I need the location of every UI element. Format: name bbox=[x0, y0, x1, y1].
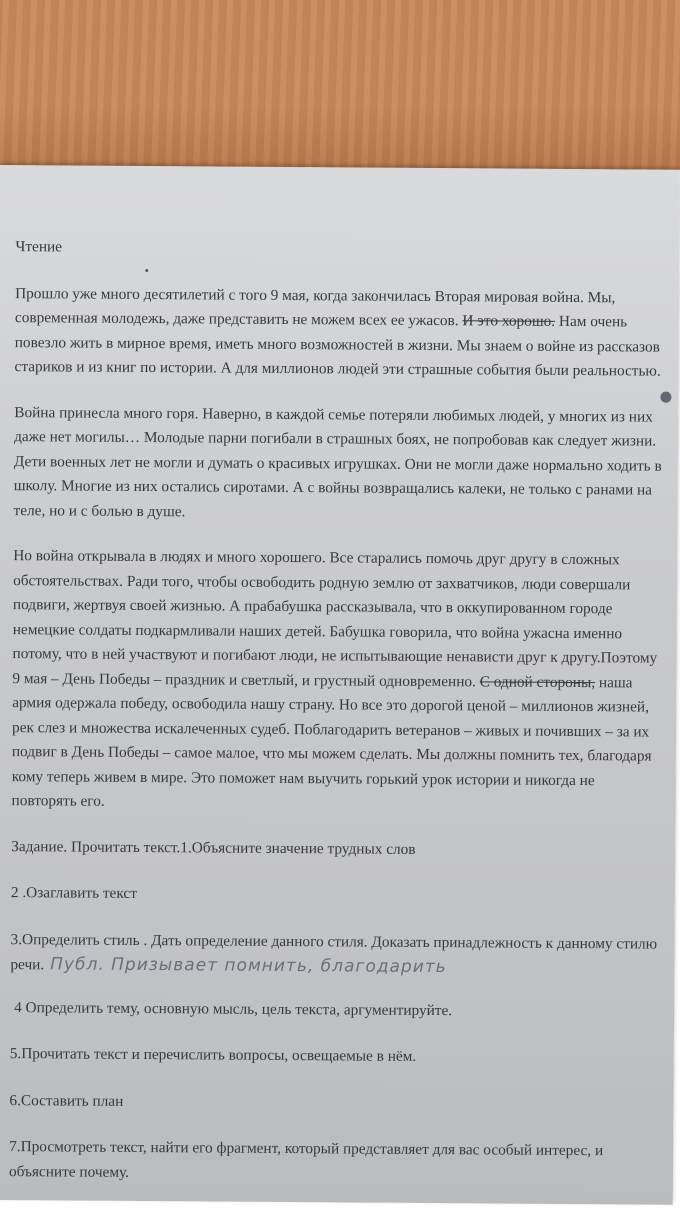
task-1: Задание. Прочитать текст.1.Объясните значение трудных слов bbox=[11, 837, 416, 858]
wooden-table-surface bbox=[0, 0, 680, 170]
task-3 bbox=[10, 928, 660, 983]
paper-sheet bbox=[0, 165, 680, 1205]
task-2: 2 .Озаглавить текст bbox=[10, 884, 137, 902]
handwritten-note: Публ. Призывает помнить, благодарить bbox=[50, 954, 447, 978]
paragraph-3 bbox=[11, 544, 663, 818]
paragraph-1 bbox=[15, 282, 666, 385]
task-text: 3.Определить стиль . Дать определение данного стиля. Доказать принадлежность к данному стилю речи. bbox=[10, 930, 658, 974]
paragraph-text: Прошло уже много десятилетий с того 9 мая, когда закончилась Вторая мировая война. Мы, современная молодежь, даже представить не можем всех ее ужасов. bbox=[14, 284, 616, 330]
paragraph-text: Нам очень повезло жить в мирное время, иметь много возможностей в жизни. Мы знаем о войне из рассказов стариков и из книг по истории. А для миллионов людей эти страшные события были реальностью. bbox=[14, 312, 661, 380]
document-title: Чтение bbox=[15, 238, 63, 256]
paragraph-2 bbox=[14, 401, 665, 528]
paragraph-text: наша армия одержала победу, освободила нашу страну. Но все это дорогой ценой – миллионов жизней, рек слез и множества искалеченных судеб. Поблагодарить ветеранов – живых и почивших – за их подвиг в День Победы – самое малое, что мы можем сделать. Мы должны помнить тех, благодаря кому теперь живем в мире. Это поможет нам выучить горький урок истории и никогда не повторять его. bbox=[11, 673, 652, 810]
struck-text: И это хорошо. bbox=[462, 312, 556, 330]
paragraph-text: Но война открывала в людях и много хорошего. Все старались помочь друг другу в сложных обстоятельствах. Ради того, чтобы освободить родную землю от захватчиков, люди совершали подвиги, жертвуя своей жизнью. А прабабушка рассказывала, что в оккупированном городе немецкие солдаты подкармливали наших детей. Бабушка говорила, что война ужасна именно потому, что в ней участвуют и погибают люди, не испытывающие ненависти друг к другу.Поэтому 9 мая – День Победы – праздник и светлый, и грустный одновременно. bbox=[12, 547, 658, 690]
task-6: 6.Составить план bbox=[9, 1091, 124, 1110]
document-body bbox=[9, 235, 666, 1211]
struck-text: С одной стороны, bbox=[479, 672, 596, 691]
task-5: 5.Прочитать текст и перечислить вопросы, освещаемые в нём. bbox=[9, 1045, 417, 1065]
task-7: 7.Просмотреть текст, найти его фрагмент, который представляет для вас особый интерес, и объясните почему. bbox=[8, 1138, 604, 1181]
task-4: 4 Определить тему, основную мысль, цель текста, аргументируйте. bbox=[14, 998, 453, 1019]
paragraph-text: Война принесла много горя. Наверно, в каждой семье потеряли любимых людей, у многих из них даже нет могилы… Молодые парни погибали в страшных боях, не попробовав как следует жизни. Дети военных лет не могли и думать о красивых игрушках. Они не могли даже нормально ходить в школу. Многие из них остались сиротами. А с войны возвращались калеки, не только с ранами на теле, но и с болью в душе. bbox=[13, 403, 662, 520]
